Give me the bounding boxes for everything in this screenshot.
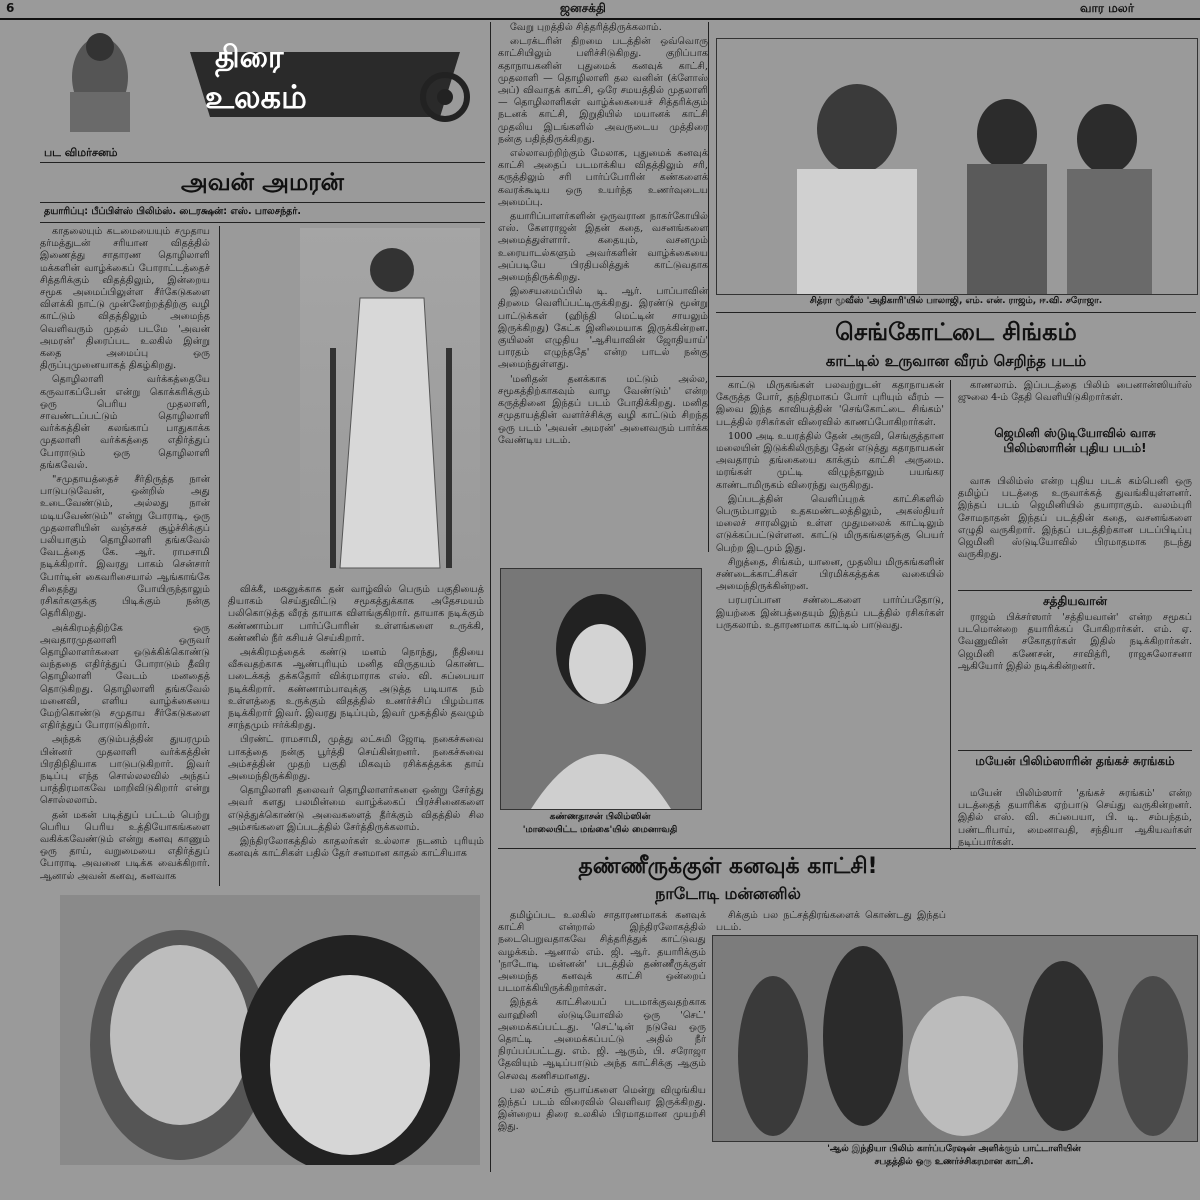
paragraph: பல லட்சம் ரூபாய்களை மென்று விழுங்கிய இந்தப் படம் விரைவில் வெளிவர இருக்கிறது. இன்றைய திரை உலகில் பிரமாதமான முயற்சி இது. bbox=[498, 1084, 706, 1133]
dancer-head bbox=[86, 33, 114, 61]
paragraph: காணலாம். இப்படத்தை பிலிம் பைனான்ஸியர்ஸ் ஜுலை 4-ம் தேதி வெளியிடுகிறார்கள். bbox=[958, 380, 1192, 404]
pattaliyin-caption-1: 'ஆல் இந்தியா பிலிம் கார்ப்பரேஷன் அளிக்கும் பாட்டாளியின் bbox=[827, 1144, 1081, 1154]
bottom-story-subtitle: நாடோடி மன்னனில் bbox=[655, 884, 801, 903]
mainavathi-caption-1: கண்ணதாசன் பிலிம்ஸின் bbox=[549, 812, 651, 822]
sengottai-title: செங்கோட்டை சிங்கம் bbox=[835, 318, 1077, 346]
divider bbox=[40, 222, 485, 223]
review-title: அவன் அமரன் bbox=[181, 168, 344, 196]
paragraph: காதலையும் கடமையையும் சமுதாய தர்மத்துடன் சரியான விதத்தில் இணைத்து சாதாரண தொழிலாளி மக்களின் வாழ்க்கைப் போராட்டத்தைச் சித்தரிக்கும் விதத்திலும், இன்றைய சமூக அமைப்பிலுள்ள சீர்கேடுகளை விளக்கி நாட்டு முன்னேற்றத்திற்கு வழி காட்டும் விதத்திலும் அமைந்த வெளிவரும் முதல் படமே 'அவன் அமரன்' திரைப்பட உலகில் இன்று கதை அமைப்பு ஒரு திருப்புமுனையாகத் திகழ்கிறது. bbox=[40, 226, 210, 372]
page-number: 6 bbox=[6, 1, 15, 15]
logo-title-line2: உலகம் bbox=[205, 78, 307, 116]
mainavathi-photo bbox=[500, 568, 702, 810]
review-column-3 bbox=[498, 22, 708, 562]
divider bbox=[498, 848, 1196, 849]
paragraph: இந்திரலோகத்தில் காதலர்கள் உல்லாச நடனம் புரியும் கனவுக் காட்சிகள் பதில் தேர் சனமான காதல் காட்சியாக bbox=[228, 836, 484, 860]
paragraph: "சமுதாயத்தைச் சீர்திருத்த நான் பாடுபடுவேன், ஒன்றில் அது உடைவேண்டும், அல்லது நான் மடியவேண்டும்" என்று போராடி, ஒரு முதலாளியின் வஞ்சகச் சூழ்ச்சிக்குப் பலியாகும் தொழிலாளி தங்கவேல் வேடத்தை கே. ஆர். ராமசாமி நடிக்கிறார். இவரது பாகம் சென்சார் போர்டின் கைவரிசையால் ஆங்காங்கே சிதைந்து போயிருந்தாலும் ரசிகர்களுக்கு பிடிக்கும் நன்கு தெரிகிறது. bbox=[40, 474, 210, 620]
divider bbox=[958, 750, 1192, 751]
sathyavan-text bbox=[958, 612, 1192, 744]
pattaliyin-caption-2: சபதத்தில் ஒரு உணர்ச்சிகரமான காட்சி. bbox=[874, 1157, 1034, 1167]
paragraph: அக்கிரமத்திற்கே ஒரு அவதாரமுதலாளி ஒருவர் தொழிலாளர்களை ஒடுக்கிக்கொண்டு வந்ததை எதிர்த்துப் போராடும் தீவிர தொழிலாளி வேடம் மனதைத் தொடுகிறது. தொழிலாளி தங்கவேல் மனைவி, எளிய வாழ்க்கையை மேற்கொண்டு சமுதாய சீர்கேடுகளை எதிர்த்துப் போராடுகிறார். bbox=[40, 622, 210, 732]
paragraph: இந்தக் காட்சியைப் படமாக்குவதற்காக வாஹினி ஸ்டுடியோவில் ஒரு 'செட்' அமைக்கப்பட்டது. 'செட்'டின் நடுவே ஒரு தொட்டி அமைக்கப்பட்டு அதில் நீர் நிரப்பப்பட்டது. எம். ஜி. ஆரும், பி. சரோஜா தேவியும் ஆடிப்பாடும் அந்த காட்சிக்கு ஆகும் செலவு கணிசமானது. bbox=[498, 997, 706, 1082]
paragraph: 1000 அடி உயரத்தில் தேன் அருவி, செங்குத்தான மலையின் இடுக்கிலிருந்து தேன் எடுத்து கதாநாயகன் அவதாரம் தங்கையை காக்கும் காட்சி அருமை. மரங்கள் முட்டி விழுந்தாலும் பயங்கர காண்டாமிருகம் விரைந்து வருகிறது. bbox=[716, 430, 944, 491]
paragraph: அக்கிரமத்தைக் கண்டு மனம் நொந்து, நீதியை வீசுவதற்காக ஆண்புரியும் மனித விருதயம் கொண்ட படைக்கத் தக்கதோர் விக்ரமாராக எஸ். வி. சுப்பையா நடிக்கிறார். கண்ணாம்பாவுக்கு அடுத்த படியாக நம் உள்ளத்தை உருக்கும் விதத்தில் உணர்ச்சிப் பிழம்பாக நடிக்கிறார் இவர். இவரது நடிப்பும், இவர் முகத்தில் தவழும் சாந்தமும் ஈர்க்கிறது. bbox=[228, 647, 484, 732]
paragraph: காட்டு மிருகங்கள் பலவற்றுடன் கதாநாயகன் கேருத்த போர், தந்திரமாகப் போர் புரியும் வீரம் — இவை இந்த காவியத்தின் 'செங்கோட்டை சிங்கம்' படத்தில் ரசிகர்கள் விரைவில் காணப்போகிறார்கள். bbox=[716, 380, 944, 428]
sathyavan-heading: சத்தியவான் bbox=[1043, 594, 1107, 608]
paragraph: தயாரிப்பாளர்களின் ஒருவரான நாகர்கோயில் எஸ். கேளராஜன் இதன் கதை, வசனங்களை அமைத்துள்ளார். கதையும், வசனமும் உரையாடல்களும் அவர்களின் வாழ்க்கையை அப்படியே பிரதிபலித்துக் காட்டுவதாக அமைந்திருக்கிறது. bbox=[498, 211, 708, 284]
paragraph: ராஜம் பிக்சர்ஸார் 'சத்தியவான்' என்ற சமூகப் படமொன்றை தயாரிக்கப் போகிறார்கள். எம். ஏ. வேணுவின் சகோதரர்கள் இதில் நடிக்கிறார்கள். ஜெமினி கணேசன், சாவித்ரி, ராஜசுலோசனா ஆகியோர் இதில் நடிக்கின்றனர். bbox=[958, 612, 1192, 672]
paper-name: ஜனசக்தி bbox=[560, 1, 606, 15]
divider bbox=[958, 590, 1192, 591]
divider bbox=[716, 376, 1196, 377]
column-divider bbox=[708, 22, 709, 552]
bottom-story-column-2 bbox=[716, 910, 946, 936]
woman-portrait bbox=[501, 569, 701, 809]
column-divider bbox=[219, 226, 220, 886]
kannamba-photo bbox=[300, 228, 480, 578]
paragraph: தமிழ்ப்பட உலகில் சாதாரணமாகக் கனவுக் காட்சி என்றால் இந்திரலோகத்தில் நடைபெறுவதாகவே சித்தரித்துக் காட்டுவது வழக்கம். ஆனால் எம். ஜி. ஆர். தயாரிக்கும் 'நாடோடி மன்னன்' படத்தில் தண்ணீருக்குள் அமைந்த கனவுக் காட்சி ஒன்றைப் படமாக்கியிருக்கிறார்கள். bbox=[498, 910, 706, 995]
review-kicker: பட விமர்சனம் bbox=[44, 146, 118, 159]
paragraph: பிரண்ட் ராமசாமி, முத்து லட்சுமி ஜோடி நகைச்சுவை பாகத்தை நன்கு பூர்த்தி செய்கின்றனர். நகைச்சுவை அம்சத்தின் முதற் பகுதி மிகவும் ரசிக்கத்தக்க தாய் அமைந்திருக்கிறது. bbox=[228, 734, 484, 783]
paragraph: தொழிலாளி வர்க்கத்தையே கருவாகப்பேன் என்று கொக்கரிக்கும் ஒரு பெரிய முதலாளி, சாவண்டப்பட்டும் தொழிலாளி வர்க்கத்தின் கலங்காப் பாதுகாக்க முதலாளி வர்க்கத்தை எதிர்த்துப் போராடும் ஒரு தொழிலாளி தங்கவேல். bbox=[40, 374, 210, 471]
sengottai-column-1 bbox=[716, 380, 944, 848]
gemini-heading: ஜெமினி ஸ்டுடியோவில் வாசு பிலிம்ஸாரின் புதிய படம்! bbox=[994, 426, 1156, 455]
standing-woman-figure bbox=[300, 228, 480, 578]
paragraph: டைரக்டரின் திறமை படத்தின் ஒவ்வொரு காட்சியிலும் பளிச்சிடுகிறது. குறிப்பாக கதாநாயகனின் புதுமைக் கனவுக் காட்சி, முதலாளி — தொழிலாளி தல வனின் (க்ளோஸ் அப்) விவாதக் காட்சி, ஒரே சமயத்தில் முதலாளி — தொழிலாளிகள் வாழ்க்கையைச் சித்தரிக்கும் நடனக் காட்சி, இறுதியில் மயானக் காட்சி முதலிய இடங்களில் அவருடைய முத்திரை நன்கு பதிந்திருக்கிறது. bbox=[498, 36, 708, 145]
paragraph: இப்படத்தின் வெளிப்புறக் காட்சிகளில் பெரும்பாலும் உதகமண்டலத்திலும், அகஸ்தியர் மலைச் சாரலிலும் உள்ள முதுமலைக் காட்டிலும் எடுக்கப்பட்டுள்ளன. காட்டு மிருகங்களுக்கு பெயர் பெற்ற இடமும் இது. bbox=[716, 493, 944, 554]
paragraph: 'மனிதன் தனக்காக மட்டும் அல்ல, சமூகத்திற்காகவும் வாழ வேண்டும்' என்ற கருத்தினை இந்தப் படம் போதிக்கிறது. மனித சமுதாயத்தின் வளர்ச்சிக்கு வழி காட்டும் சிறந்த ஒரு படம் 'அவன் அமரன்' அனைவரும் பார்க்க வேண்டிய படம். bbox=[498, 373, 708, 446]
divider bbox=[716, 312, 1196, 313]
paragraph: இசையமைப்பில் டி. ஆர். பாப்பாவின் திறமை வெளிப்பட்டிருக்கிறது. இரண்டு மூன்று பாட்டுக்கள் (ஹிந்தி மெட்டின் சாயலும் இருக்கிறது) கேட்க இனிமையாக இருக்கின்றன. குயிலன் எழுதிய 'ஆசியாவின் ஜோதியாய்' பாரதம் எழுந்ததே' என்ற பாடல் நன்கு அமைந்துள்ளது. bbox=[498, 286, 708, 371]
sengottai-subtitle: காட்டில் உருவான வீரம் செறிந்த படம் bbox=[825, 352, 1087, 370]
paragraph: சிறுத்தை, சிங்கம், யானை, முதலிய மிருகங்களின் சண்டைக்காட்சிகள் பிரமிக்கத்தக்க வகையில் அமைந்திருக்கின்றன. bbox=[716, 556, 944, 593]
mainavathi-caption-2: 'மாலையிட்ட மங்கை'யில் மைனாவதி bbox=[522, 825, 678, 835]
paragraph: அந்தக் குடும்பத்தின் துயரமும் பின்னர் முதலாளி வர்க்கத்தின் பிரதிநிதியாக பாடுபடுகிறார். இவர் நடிப்பு எந்த சொல்லலவில் அந்தப் பாத்திரமாகவே மாறிவிடுகிறார் என்று சொல்லலாம். bbox=[40, 734, 210, 807]
couple-photo bbox=[60, 895, 480, 1165]
paragraph: வாசு பிலிம்ஸ் என்ற புதிய படக் கம்பெனி ஒரு தமிழ்ப் படத்தை உருவாக்கத் துவங்கியுள்ளனர். இந்தப் படம் ஜெமினியில் தயாராகும். வலம்புரி சோமநாதன் இந்தப் படத்தின் கதை, வசனங்களை எழுதி வருகிறார். இந்தப் படத்திற்கான படப்பிடிப்பு ஜெமினி ஸ்டுடியோவில் பிரமாதமாக நடந்து வருகிறது. bbox=[958, 476, 1192, 561]
gemini-text bbox=[958, 476, 1192, 586]
mayan-heading: மயேன் பிலிம்ஸாரின் தங்கச் சுரங்கம் bbox=[975, 754, 1175, 768]
paragraph: எல்லாவற்றிற்கும் மேலாக, புதுமைக் கனவுக் காட்சி அதைப் படமாக்கிய விதத்திலும் சரி, கருத்திலும் சரி பார்ப்போரின் கண்களைக் கவரக்கூடிய ஒரு உயர்ந்த உணர்வுடைய அமைப்பு. bbox=[498, 148, 708, 208]
paragraph: தன் மகன் படித்துப் பட்டம் பெற்று பெரிய பெரிய உத்தியோகங்களை வகிக்கவேண்டும் என்று கனவு காணும் ஒரு தாய், வறுமையை எதிர்த்துப் போராடி அவனை படிக்க வைக்கிறார். ஆனால் அவன் கனவு, கனவாக bbox=[40, 809, 210, 882]
athikari-caption: சித்ரா மூவீஸ் 'அதிகாரி'யில் பாலாஜி, எம். என். ராஜம், ஈ.வி. சரோஜா. bbox=[809, 296, 1103, 306]
review-column-1 bbox=[40, 226, 210, 886]
review-credits: தயாரிப்பு: பீப்பிள்ஸ் பிலிம்ஸ். டைரக்ஷன்: எஸ். பாலசந்தர். bbox=[44, 206, 301, 217]
paragraph: வேறு புறத்தில் சித்தரித்திருக்கலாம். bbox=[510, 22, 662, 33]
paragraph: சிக்கும் பல நட்சத்திரங்களைக் கொண்டது இந்தப் படம். bbox=[716, 910, 946, 934]
review-column-2 bbox=[228, 584, 484, 884]
column-divider bbox=[490, 22, 491, 1172]
film-reel-center bbox=[437, 89, 453, 105]
sengottai-column-2-intro bbox=[958, 380, 1192, 422]
veena-shape bbox=[70, 92, 130, 132]
paragraph: மயேன் பிலிம்ஸார் 'தங்கச் சுரங்கம்' என்ற படத்தைத் தயாரிக்க ஏற்பாடு செய்து வருகின்றனர். இதில் எஸ். வி. சுப்பையா, பி. டி. சம்பந்தம், பண்டரிபாய், மைனாவதி, சந்தியா ஆகியவர்கள் நடிப்பார்கள். bbox=[958, 788, 1192, 848]
thirai-ulagam-logo bbox=[40, 22, 480, 142]
paragraph: விக்கீ, மகனுக்காக தன் வாழ்வில் பெரும் பகுதியைத் தியாகம் செய்துவிட்டு சமூகத்துக்காக அதேசமயம் பலிகொடுத்த வீரத் தாயாக விளங்குகிறார். தாயாக நடிக்கும் கண்ணாம்பா பார்ப்போரின் உள்ளங்களை உருக்கி, கண்ணில் நீர் கசியச் செய்கிறார். bbox=[228, 584, 484, 644]
section-name: வார மலர் bbox=[1080, 1, 1135, 15]
mayan-text bbox=[958, 788, 1192, 868]
logo-title-line1: திரை bbox=[215, 40, 284, 75]
divider bbox=[40, 202, 485, 203]
athikari-photo bbox=[716, 38, 1198, 295]
crowd-scene bbox=[713, 936, 1197, 1141]
couple-portrait bbox=[60, 895, 480, 1165]
masthead bbox=[0, 0, 1200, 20]
divider bbox=[40, 162, 485, 163]
paragraph: பரபரப்பான சண்டைகளை பார்ப்பதோடு, இயற்கை இன்பத்தையும் இந்தப் படத்தில் ரசிகர்கள் பருகலாம். உதாரணமாக காட்டில் பாடுவது. bbox=[716, 595, 944, 631]
bottom-story-title: தண்ணீருக்குள் கனவுக் காட்சி! bbox=[578, 854, 878, 879]
three-people-scene bbox=[717, 39, 1197, 294]
paragraph: தொழிலாளி தலைவர் தொழிலாளர்களை ஒன்று சேர்த்து அவர் களது பலமின்மை வாழ்க்கைப் பிரச்சினைகளை எடுத்துக்கொண்டு அவைகளைத் தீர்க்கும் விதத்தில் சில அம்சங்களை இப்படத்தில் சேர்த்திருக்கலாம். bbox=[228, 785, 484, 833]
pattaliyin-sabatham-photo bbox=[712, 935, 1198, 1142]
column-divider bbox=[950, 380, 951, 850]
bottom-story-column-1 bbox=[498, 910, 706, 1170]
